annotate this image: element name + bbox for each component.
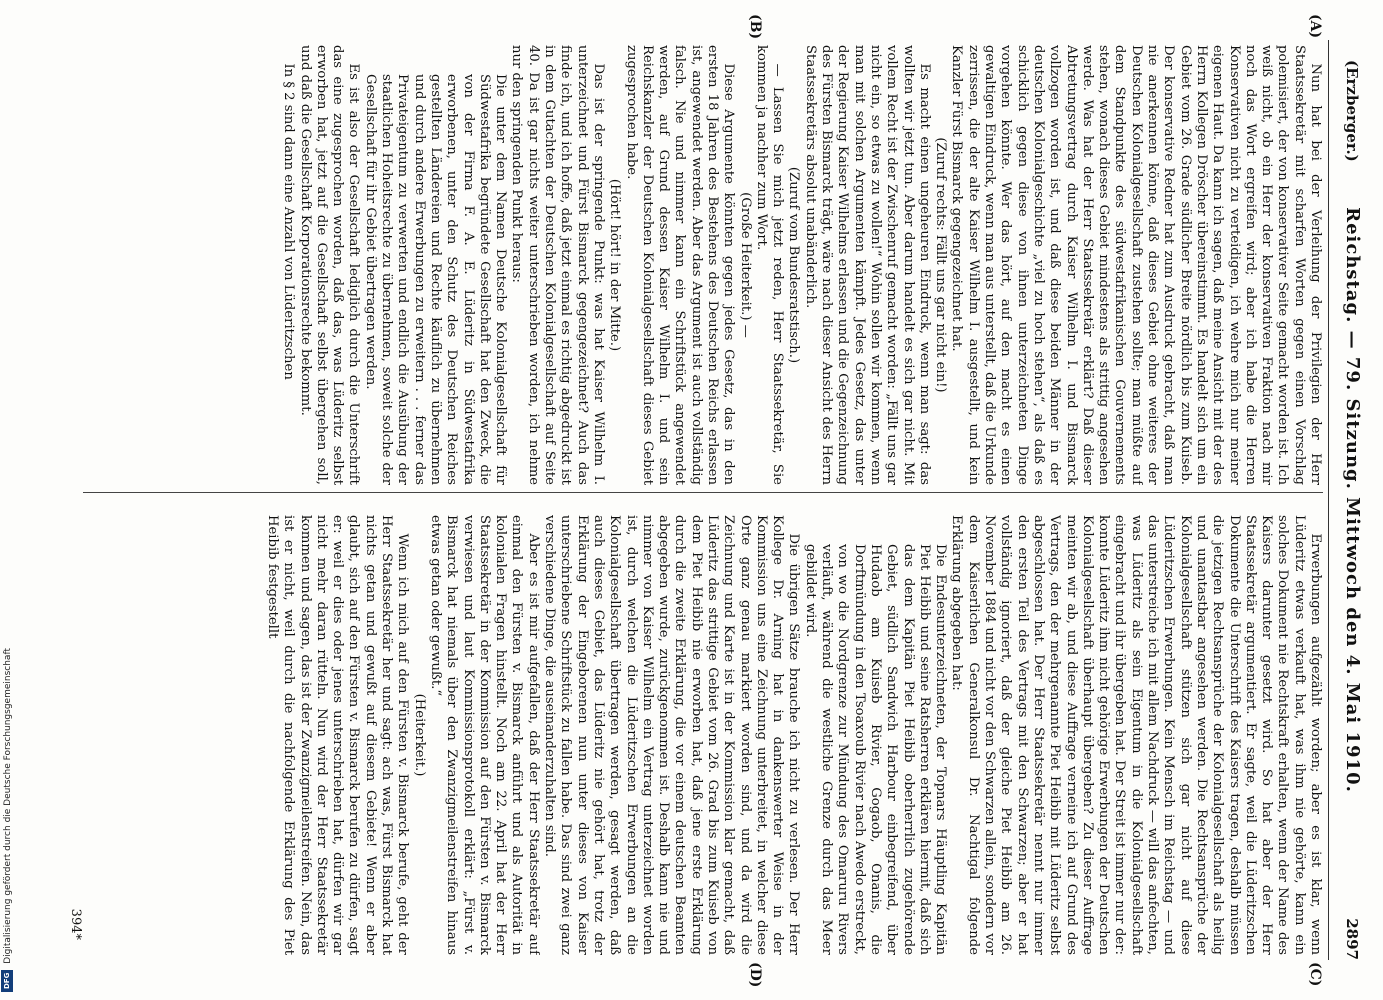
margin-mark-b: (B) [747, 14, 763, 40]
margin-mark-d: (D) [747, 962, 763, 988]
margin-mark-a: (A) [1307, 14, 1323, 39]
page-header [1331, 40, 1365, 960]
quoted-passage: Die unter dem Namen Deutsche Kolonialgesellschaft für Südwestafrika begründete Gesellschaft hat den Zweck, die von der Firma F. A. E. Lüderitz in Südwestafrika erworbenen, unter den Schutz des Deutschen Reiches gestellten Ländereien und Rechte käuflich zu übernehmen und durch andere Erwerbungen zu erweitern . . . ferner das Privateigentum zu verwerten und endlich die Ausübung der staatlichen Hoheitsrechte zu übernehmen, soweit solche der Gesellschaft für ihr Gebiet übertragen werden. [362, 74, 509, 485]
paragraph: Nun hat bei der Verleihung der Privilegien der Herr Staatssekretär mit scharfen Worten gegen einen Vorschlag polemisiert, der von konservativer Seite gemacht worden ist. Ich weiß nicht, ob ein Herr der konservativen Fraktion nach mir noch das Wort ergreifen wird; aber ich habe die Herren Konservativen nicht zu verteidigen, ich wehre mich nur meiner eigenen Haut. Da kann ich sagen, daß meine Ansicht mit der des Herrn Kollegen Dröscher übereinstimmt. Es handelt sich um ein Gebiet vom 26. Grade südlicher Breite nördlich bis zum Kuiseb. Der konservative Redner hat zum Ausdruck gebracht, daß man nie anerkennen könne, daß dieses Gebiet ohne weiteres der Deutschen Kolonialgesellschaft zustehen sollte; man müßte auf dem Standpunkte des südwestafrikanischen Gouvernements stehen, wonach dieses Gebiet mindestens als strittig angesehen werde. Was hat der Herr Staatssekretär erklärt? Daß dieser Abtretungsvertrag durch Kaiser Wilhelm I. und Bismarck vollzogen worden ist, und daß diese beiden Männer in der deutschen Kolonialgeschichte „viel zu hoch stehen“, als daß es schicklich gegen diese von ihnen unterzeichneten Dinge vorgehen könnte. Wer das hört, auf den macht es einen gewaltigen Eindruck, wenn man aus unterstellt, daß die Urkunde zerrissen, die der alte Kaiser Wilhelm I. ausgestellt, und kein Kanzler Fürst Bismarck gegengezeichnet hat. [949, 45, 1323, 485]
interjection: (Große Heiterkeit.) — [737, 192, 753, 338]
paragraph: Die übrigen Sätze brauche ich nicht zu verlesen. Der Herr Kollege Dr. Arning hat in dankenswerter Weise in der Kommission uns eine Zeichnung unterbreitet, in welcher diese Orte ganz genau markiert worden sind, und da wird die Zeichnung und Karte ist in der Kommission klar gemacht, daß Lüderitz das strittige Gebiet vom 26. Grad bis zum Kuiseb von dem Piet Heibib nie erworben hat, daß jene erste Erklärung durch die zweite Erklärung, die vor einem deutschen Beamten abgegeben wurde, zurückgenommen ist. Deshalb kann nie und nimmer von Kaiser Wilhelm ein Vertrag unterzeichnet worden ist, durch welchen die Lüderitzschen Erwerbungen an die Kolonialgesellschaft übertragen werden, gesagt werden, daß auch dieses Gebiet, das Lüderitz nie gehört hat, trotz der Erklärung der Eingeborenen nun unter dieses von Kaiser unterschriebene Schriftstück zu fallen habe. Das sind zwei ganz verschiedene Dinge, die auseinanderzuhalten sind. [542, 515, 802, 955]
right-text-column [83, 515, 1323, 955]
speaker-label: (Erzberger.) [1343, 60, 1361, 162]
paragraph: Erwerbungen aufgezählt worden; aber es ist klar, wenn Lüderitz etwas verkauft hat, was ihm nie gehörte, kann ein solches Dokument nie Rechtskraft erhalten, wenn der Name des Kaisers darunter gesetzt wird. So hat aber der Herr Staatssekretär argumentiert. Er sagte, weil die Lüderitzschen Dokumente die Unterschrift des Kaisers tragen, deshalb müssen die jetzigen Rechtsansprüche der Kolonialgesellschaft als heilig und unantastbar angesehen werden. Die Rechtsansprüche der Kolonialgesellschaft stützen sich gar nicht auf diese Lüderitzschen Erwerbungen. Kein Mensch im Reichstag — und das unterstreiche ich mit allem Nachdruck — will das anfechten, was Lüderitz als sein Eigentum in die Kolonialgesellschaft eingebracht und ihr übergeben hat. Der Streit ist immer nur der: konnte Lüderitz ihm nicht gehörige Erwerbungen der Deutschen Kolonialgesellschaft überhaupt übergeben? Zu dieser Auffrage meinten wir ab, und diese Auffrage verneine ich auf Grund des Vertrags, den der mehrgenannte Piet Heibib mit Lüderitz selbst abgeschlossen hat. Der Herr Staatssekretär nennt nur immer den ersten Teil des Vertrags mit den Schwarzen; aber er hat vollständig ignoriert, daß der gleiche Piet Heibib am 26. November 1884 und nicht vor den Schwarzen allein, sondern vor dem Kaiserlichen Generalkonsul Dr. Nachtigal folgende Erklärung abgegeben hat: [949, 515, 1323, 955]
interjection: (Hört! hört! in der Mitte.) [607, 178, 623, 352]
page-number: 2897 [1343, 918, 1361, 960]
interjection: (Zuruf rechts: Fällt uns gar nicht ein!) [933, 137, 949, 393]
digitization-note: Digitalisierung gefördert durch die Deutsche Forschungsgemeinschaft [3, 648, 13, 964]
column-divider [83, 492, 1323, 493]
interjection: (Zuruf vom Bundesratstisch.) [786, 166, 802, 364]
dfg-logo: DFG [1, 970, 13, 992]
paragraph: — Lassen Sie mich jetzt reden, Herr Staatssekretär, Sie kommen ja nachher zum Wort. [753, 45, 786, 485]
paragraph: Das ist der springende Punkt: was hat Kaiser Wilhelm I. unterzeichnet und Fürst Bismarck gegengezeichnet? Auch das finde ich, und ich hoffe, daß jetzt einmal es richtig abgedruckt ist in dem Gutachten der Deutschen Kolonialgesellschaft auf Seite 40. Da ist gar nichts weiter unterschrieben worden, ich nehme nur den springenden Punkt heraus: [509, 45, 606, 485]
quoted-passage: Die Endesunterzeichneten, der Topnars Häuptling Kapitän Piet Heibib und seine Ratsherren erklären hiermit, daß sich das dem Kapitän Piet Heibib oberherrlich zugehörende Gebiet, südlich Sandwich Harbour einbegreifend, über Hudaob am Kuiseb Rivier, Gogaob, Onanis, die Dorftmündung in den Tsoaxoub Rivier nach Awedo erstreckt, von wo die Nordgrenze zur Mündung des Omaruru Rivers verläuft, während die westliche Grenze durch das Meer gebildet wird. [802, 544, 949, 955]
interjection: (Heiterkeit.) [411, 693, 427, 777]
paragraph: Wenn ich mich auf den Fürsten v. Bismarck berufe, geht der Herr Staatssekretär her und sagt: ach was, Fürst Bismarck hat nichts getan und gewußt auf diesem Gebiete! Wenn er aber glaubt, sich auf den Fürsten v. Bismarck berufen zu dürfen, sagt er: weil er dies oder jenes unterschrieben hat, dürfen wir gar nicht mehr daran rütteln. Nun wird der Herr Staatssekretär kommen und sagen, das ist der Zwanzigmeilenstreifen. Nein, das ist er nicht, weil durch die nachfolgende Erklärung des Piet Heibib festgestellt [265, 515, 411, 955]
paragraph: Es macht einen ungeheuren Eindruck, wenn man sagt: das wollten wir jetzt tun. Aber darum handelt es sich gar nicht. Mit vollem Recht ist der Zwischenruf gemacht worden: „Fällt uns gar nicht ein, so etwas zu wollen!“ Wohin sollen wir kommen, wenn man mit solchen Argumenten kämpft. Jedes Gesetz, das unter der Regierung Kaiser Wilhelms erlassen und die Gegenzeichnung des Fürsten Bismarck trägt, wäre nach dieser Ansicht des Herrn Staatssekretärs absolut unabänderlich. [802, 45, 932, 485]
left-text-column [83, 45, 1323, 485]
margin-mark-c: (C) [1307, 962, 1323, 987]
running-title: Reichstag. — 79. Sitzung. Mittwoch den 4. Mai 1910. [1342, 207, 1363, 793]
header-rule [1328, 40, 1329, 960]
paragraph: Aber es ist mir aufgefallen, daß der Herr Staatssekretär auf einmal den Fürsten v. Bismarck anführt und als Autorität in kolonialen Fragen hinstellt. Noch am 22. April hat der Herr Staatssekretär in der Kommission auf den Fürsten v. Bismarck verwiesen und laut Kommissionsprotokoll erklärt: „Fürst v. Bismarck hat niemals über den Zwanzigmeilenstreifen hinaus etwas getan oder gewußt.“ [427, 515, 541, 955]
paragraph: Es ist also der Gesellschaft lediglich durch die Unterschrift das eine zugesprochen worden, daß das, was Lüderitz selbst erworben hat, jetzt auf die Gesellschaft selbst übergehen soll, und daß die Gesellschaft Korporationsrechte bekommt. [297, 45, 362, 485]
paragraph: In § 2 sind dann eine Anzahl von Lüderitzschen [281, 63, 297, 380]
paragraph: Diese Argumente könnten gegen jedes Gesetz, das in den ersten 18 Jahren des Bestehens des Deutschen Reichs erlassen ist, angewendet werden. Aber das Argument ist auch vollständig falsch. Nie und nimmer kann ein Schriftstück angewendet werden, auf Grund dessen Kaiser Wilhelm I. und sein Reichskanzler der Deutschen Kolonialgesellschaft dieses Gebiet zugesprochen habe. [623, 45, 737, 485]
printer-signature: 394* [68, 908, 83, 940]
digitization-strip [0, 0, 14, 1000]
